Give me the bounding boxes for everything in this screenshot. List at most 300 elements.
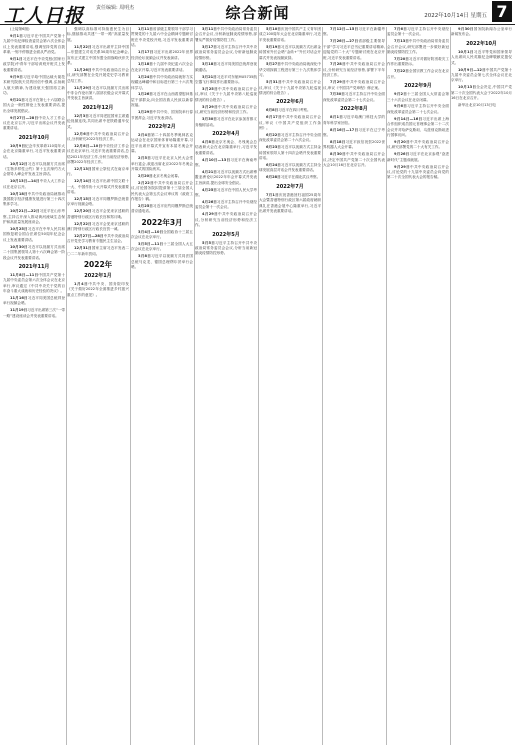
chronicle-entry <box>131 75 193 91</box>
column-1 <box>3 27 65 745</box>
column-6 <box>323 27 385 745</box>
chronicle-entry <box>3 144 65 160</box>
chronicle-entry <box>3 245 65 261</box>
entry-text: 中央经济工作会议在北京举行,习近平发表重要讲话,总结2021年经济工作,分析当前经济形势,部署2022年经济工作。 <box>67 143 129 165</box>
chronicle-entry <box>259 27 321 43</box>
entry-text: 习近平主持召开中共中央政治局常务委员会会议,分析当前新冠肺炎疫情防控形势。 <box>195 240 257 256</box>
entry-text: 习近平给澳门科技大学的青年科学家回信。 <box>323 115 385 125</box>
chronicle-entry <box>3 273 65 295</box>
chronicle-entry <box>67 246 129 257</box>
year-heading: 2022年3月 <box>141 217 183 227</box>
entry-date: 8月1日 <box>330 115 344 120</box>
month-heading: 2021年10月 <box>18 134 50 141</box>
entry-date: 10月9日—12日 <box>458 67 486 72</box>
entry-text: 习近平在北京参观“奋进新时代”主题成就展。 <box>387 152 449 162</box>
entry-date: 4月29日 <box>202 212 219 217</box>
chronicle-entry <box>3 75 65 97</box>
entry-text: 习近平在北京人民大会堂举行宴会,欢迎出席北京2022年冬奥会开幕式的国际贵宾。 <box>131 156 193 171</box>
chronicle-entry <box>259 108 321 113</box>
entry-date: 4月25日 <box>202 187 217 192</box>
entry-text: 中共中央政治局召开会议,分析研究当前经济形势和经济工作。 <box>195 212 257 228</box>
entry-text: 庆祝香港回归祖国25周年大会暨香港特别行政区第六届政府就职典礼在香港会展中心隆重举行,习近平出席并发表重要讲话。 <box>259 192 321 213</box>
entry-date: 9月29日 <box>394 164 411 169</box>
entry-text: 十三届全国人大五次会议在北京举行。 <box>131 242 193 252</box>
entry-text: 中共中央政治局召开会议,讨论党的十九届中央委员会向党的第二十次全国代表大会的报告稿。 <box>387 164 449 180</box>
chronicle-entry <box>67 197 129 208</box>
issue-date: 2022年10月14日 星期五 <box>424 13 487 19</box>
entry-text: 中共中央政治局召开会议,分析研究当前经济形势,部署下半年经济工作。 <box>323 62 385 78</box>
entry-date: 3月30日 <box>202 117 217 122</box>
chronicle-entry <box>259 115 321 131</box>
entry-date: 10月13日—14日 <box>10 179 40 184</box>
chronicle-entry <box>67 209 129 220</box>
entry-date: 7月13日 <box>394 39 409 44</box>
entry-date: 6月22日 <box>266 133 281 137</box>
chronicle-entry <box>323 152 385 168</box>
entry-date: 10月13日 <box>458 85 477 90</box>
entry-text: 全国政协十三届五次会议在北京举行。 <box>131 229 193 240</box>
entry-date: 3月18日 <box>202 62 217 67</box>
entry-text: 中共中央政治局召开会议,审议《中国共产党组织工作条例》。 <box>259 115 321 131</box>
chronicle-entry <box>323 62 385 78</box>
entry-date: 6月28日 <box>266 175 281 180</box>
entry-date: 2月25日 <box>138 203 153 208</box>
entry-text: 习近平出席第三次“一带一路”建设座谈会并发表重要讲话。 <box>3 308 65 318</box>
entry-date: 9月9日 <box>10 74 24 79</box>
chronicle-entry <box>195 188 257 199</box>
entry-text: 中共中央政治局召开会议,审议《关于十九届中央第九轮巡视情况的综合报告》。 <box>259 80 321 95</box>
month-heading: 2022年5月 <box>212 231 240 238</box>
entry-text: 习近平以视频方式主持金砖国家领导人第十四次会晤并发表重要讲话。 <box>259 145 321 161</box>
entry-text: 国家主席习近平发表二〇二二年新年贺词。 <box>67 246 129 256</box>
entry-text: 习近平在山西看望慰问基层干部群众,向全国各族人民致以新春祝福。 <box>131 92 193 108</box>
chronicle-entry <box>387 69 449 80</box>
chronicle-entry <box>323 140 385 151</box>
entry-date: 12月31日 <box>74 246 92 251</box>
entry-date: 11月22日 <box>74 44 92 49</box>
entry-date: 1月17日 <box>138 50 154 55</box>
entry-text: 习近平主持召开中央全面深化改革委员会第二十六次会议。 <box>259 133 321 143</box>
entry-date: 7月29日 <box>330 80 347 85</box>
entry-date: 12月6日 <box>74 131 91 136</box>
chronicle-entry <box>131 50 193 61</box>
entry-date: 7月1日 <box>266 192 279 197</box>
chronicle-entry <box>259 80 321 96</box>
page-number: 7 <box>492 1 512 22</box>
entry-text: 中共中央政治局召开党史学习教育专题民主生活会。 <box>67 233 129 244</box>
entry-date: 1月29日 <box>138 110 153 115</box>
chronicle-entry <box>131 230 193 241</box>
entry-date: 11月26日 <box>74 67 92 72</box>
chronicle-entry <box>67 234 129 245</box>
entry-text: 中共中央政治局召开会议,分析研究2022年经济工作。 <box>67 131 129 141</box>
entry-date: 9月1日 <box>10 57 23 62</box>
entry-date: 5月19日 <box>266 44 281 49</box>
chronicle-entry <box>259 193 321 215</box>
section-title: 综合新闻 <box>225 4 290 22</box>
entry-text: 北京冬奥会闭幕。 <box>152 173 182 178</box>
chronicle-entry <box>3 227 65 243</box>
entry-text: 习近平主持召开中央财经委员会第十一次会议。 <box>195 199 257 210</box>
month-heading: 2021年12月 <box>82 104 114 111</box>
entry-text: 中共中央政治局召开会议,研究部署党的二十大有关工作。 <box>387 139 449 150</box>
entry-date: 7月26日—27日 <box>330 39 359 44</box>
month-heading: 2021年11月 <box>18 263 50 270</box>
entry-text: 国务院新闻办公室举行新闻发布会。 <box>451 27 512 37</box>
entry-text: 中共中央政治局就深化中华文明探源工程进行第三十九次集体学习。 <box>259 62 321 78</box>
month-heading: 2022年8月 <box>340 106 368 113</box>
year-heading: 2022年 <box>83 260 113 270</box>
chronicle-entry <box>387 27 449 38</box>
chronicle-entry <box>323 92 385 103</box>
entry-date: 2月22日 <box>138 180 155 185</box>
entry-date: 4月10日—13日 <box>202 157 231 162</box>
chronicle-entry <box>195 117 257 128</box>
entry-date: 10月9日 <box>10 143 26 148</box>
chronicle-entry <box>323 39 385 61</box>
entry-text: 习近平主持召开中央财经委员会第十一次会议。 <box>387 27 449 37</box>
entry-text: 习近平对东航MU5735航空器飞行事故作出重要指示。 <box>195 74 257 85</box>
entry-date: 12月8日—10日 <box>74 143 103 148</box>
entry-date: 5月27日 <box>266 62 281 67</box>
entry-date: 3月29日 <box>202 104 219 109</box>
chronicle-entry <box>3 98 65 114</box>
entry-text: 中共中央政治局召开会议,审议《关于十九届中央第八轮巡视情况的综合报告》。 <box>195 87 257 102</box>
entry-date: 4月26日 <box>202 199 217 204</box>
entry-text: 习近平同美国总统拜登视频通话。 <box>195 62 257 72</box>
entry-text: 习近平同美国总统拜登举行视频会晤。 <box>3 296 65 306</box>
entry-date: 1月4日 <box>74 282 89 287</box>
chronicle-entry <box>67 27 129 43</box>
entry-text: 中共中央政治局常务委员会召开会议,研究部署进一步做好新冠肺炎疫情防控工作。 <box>387 39 449 55</box>
chronicle-entry <box>131 254 193 270</box>
entry-date: 8月30日 <box>330 152 347 157</box>
chronicle-entry <box>195 45 257 61</box>
chronicle-entry <box>195 62 257 73</box>
entry-date: 2月4日 <box>138 133 152 137</box>
entry-text: 习近平会见来京述职的澳门特别行政区行政长官贺一诚。 <box>67 221 129 231</box>
chronicle-entry <box>451 68 512 84</box>
entry-date: 6月17日 <box>266 115 283 120</box>
chronicle-entry <box>387 57 449 68</box>
chronicle-entry <box>387 39 449 55</box>
entry-text: 中共中央政治局召开会议,决定中国共产党第二十次全国代表大会10月16日在北京召开。 <box>323 152 385 168</box>
entry-date: 5月31日 <box>266 80 283 85</box>
entry-date: 7月20日 <box>394 57 409 62</box>
entry-text: 习近平给中国运载火箭技术研究院航天员的回信中强调,弘扬载人航天精神,为建设航天强国再立新功。 <box>3 74 65 95</box>
chronicle-entry <box>131 156 193 172</box>
entry-date: 12月14日 <box>74 179 92 184</box>
entry-text: 中央人大工作会议在北京召开。 <box>3 179 65 189</box>
entry-text: 习近平在新疆考察。 <box>323 27 385 37</box>
entry-text: 习近平对做好防汛救灾工作作出重要指示。 <box>387 57 449 67</box>
entry-text: 习近平以视频方式出席中非合作论坛第八届部长级会议开幕式并发表主旨演讲。 <box>67 85 129 101</box>
chronicle-entry <box>195 241 257 257</box>
entry-text: 北京冬奥会、冬残奥会总结表彰大会在北京隆重举行,习近平发表重要讲话。 <box>195 139 257 155</box>
entry-text: 习近平主持召开中共中央政治局常务委员会会议,分析新冠肺炎疫情形势。 <box>195 44 257 60</box>
chronicle-entry <box>3 34 65 56</box>
entry-text: (上接第6版) <box>10 27 30 31</box>
chronicle-entry <box>3 209 65 225</box>
chronicle-entry <box>451 50 512 66</box>
entry-text: 全会决定,中国共产党第二十次全国代表大会于2022年10月16日在北京召开。 <box>451 85 512 101</box>
entry-text: 中共中央政治局就推动我国数字经济健康发展进行第三十四次集体学习。 <box>3 191 65 207</box>
entry-date: 3月11日 <box>202 27 217 31</box>
entry-date: 10月21日—22日 <box>10 209 40 214</box>
entry-text: 国家公祭仪式在南京举行。 <box>67 166 129 177</box>
entry-date: 6月8日 <box>266 108 279 113</box>
entry-date: 12月20日 <box>74 209 92 214</box>
chronicle-entry <box>131 174 193 179</box>
month-heading: 2022年6月 <box>276 99 304 106</box>
entry-date: 3月25日 <box>202 87 219 92</box>
entry-text: 省部级主要领导干部“学习习近平总书记重要讲话精神,迎接党的二十大”专题研讨班在北京开班,习近平发表重要讲话。 <box>323 39 385 60</box>
chronicle-entry <box>131 204 193 215</box>
chronicle-entry <box>67 68 129 84</box>
entry-text: 习近平同老挝国家主席通伦视频连线,共同出席中老铁路通车仪式。 <box>67 113 129 129</box>
masthead <box>0 0 515 25</box>
entry-date: 3月21日 <box>202 74 217 79</box>
chronicle-entry <box>323 80 385 91</box>
column-4 <box>195 27 257 745</box>
entry-text: 习近平在山东考察,主持召开深入推动黄河流域生态保护和高质量发展座谈会。 <box>3 209 65 225</box>
chronicle-entry <box>451 85 512 101</box>
chronicle-entry <box>387 165 449 181</box>
month-heading: 2022年1月 <box>84 273 112 280</box>
entry-text: 习近平出席2022年世界经济论坛视频会议并发表演讲。 <box>131 50 193 60</box>
entry-text: 纪念辛亥革命110周年大会在北京隆重举行,习近平发表重要讲话。 <box>3 143 65 159</box>
chronicle-entry <box>3 296 65 307</box>
entry-text: 第二十四届冬季奥林匹克运动会在北京国家体育场隆重开幕,习近平出席开幕式并宣布本届冬奥会开幕。 <box>131 133 193 154</box>
entry-text: 中国共产党第十九届中央委员会第六次全体会议在北京举行,审议通过《中共中央关于党的百年奋斗重大成就和历史经验的决议》。 <box>3 272 65 294</box>
entry-text: 十三届全国人大常委会第三十六次会议在北京闭幕。 <box>387 92 449 102</box>
column-8 <box>451 27 512 745</box>
chronicle-entry <box>131 92 193 108</box>
chronicle-entry <box>131 133 193 155</box>
entry-text: 中央人才工作会议在北京召开,习近平出席会议并发表重要讲话。 <box>3 115 65 131</box>
entry-text: 习近平以视频方式出席金砖国家外长会晤“金砖+”外长对话会开幕式并发表视频致辞。 <box>259 44 321 60</box>
entry-text: 习近平主持召开中央全面深化改革委员会第二十七次会议。 <box>387 104 449 114</box>
publication-info: 责任编辑: 周明杰 <box>96 5 135 11</box>
entry-date: 9月14日—16日 <box>394 116 423 121</box>
entry-text: 中共中央、国务院举行春节团拜会,习近平发表讲话。 <box>131 110 193 120</box>
entry-date: 11月19日 <box>10 308 28 313</box>
entry-text: 中国共产党第十九届中央委员会第七次全体会议在北京举行。 <box>451 67 512 83</box>
chronicle-entry <box>3 27 65 32</box>
entry-date: 9月27日—28日 <box>10 115 39 120</box>
column-5 <box>259 27 321 745</box>
entry-text: 习近平以视频方式同法国总统马克龙、德国总理朔尔茨举行会晤。 <box>131 254 193 270</box>
chronicle-entry <box>387 92 449 103</box>
entry-text: 习近平出席并主持中国—东盟建立对话关系30周年纪念峰会,宣布正式建立中国东盟全面战略伙伴关系。 <box>67 44 129 65</box>
entry-date: 3月5日—11日 <box>138 242 164 246</box>
entry-date: 12月27日—28日 <box>74 233 104 238</box>
chronicle-entry <box>67 45 129 67</box>
entry-date: 1月26日 <box>138 92 153 97</box>
entry-text: 中共中央政治局召开会议,审议《中国共产党章程》修正案。 <box>323 80 385 90</box>
chronicle-entry <box>195 158 257 169</box>
entry-text: 强调以高标准可持续惠民生为目标,继续推动共建“一带一路”高质量发展。 <box>67 27 129 42</box>
entry-date: 7月28日 <box>330 62 347 67</box>
entry-text: 习近平出席上海合作组织成员国元首理事会第二十二次会议并对哈萨克斯坦、乌兹别克斯坦进行国事访问。 <box>387 116 449 137</box>
entry-date: 10月30日 <box>10 244 28 249</box>
entry-text: 习近平以视频方式出席二十国集团领导人第十六次峰会第一阶段会议并发表重要讲话。 <box>3 244 65 260</box>
entry-date: 11月8日—11日 <box>10 272 39 277</box>
entry-text: 中共中央、国务院印发《关于做好2022年全面推进乡村振兴重点工作的意见》。 <box>67 282 129 297</box>
chronicle-entry <box>195 140 257 156</box>
entry-text: 习近平在中国人民大学考察。 <box>195 187 257 198</box>
newspaper-logo: 工人日报 <box>4 5 85 27</box>
chronicle-entry <box>259 62 321 78</box>
entry-date: 4月21日 <box>202 169 217 174</box>
entry-date: 11月29日 <box>74 85 92 90</box>
chronicle-entry <box>387 140 449 151</box>
entry-text: 庆祝中国共产主义青年团成立100周年大会在北京隆重举行,习近平发表重要讲话。 <box>259 27 321 42</box>
chronicle-entry <box>131 62 193 73</box>
entry-date: 12月13日 <box>74 166 92 171</box>
entry-date: 8月16日—17日 <box>330 127 359 132</box>
chronicle-entry <box>451 27 512 38</box>
entry-date: 3月17日 <box>202 44 217 49</box>
entry-date: 10月18日 <box>10 191 28 196</box>
entry-date: 10月12日 <box>10 161 28 166</box>
chronicle-entry <box>387 104 449 115</box>
entry-text: 习近平同俄罗斯总统普京举行视频会晤。 <box>67 196 129 207</box>
chronicle-entry <box>67 282 129 298</box>
chronicle-entry <box>195 105 257 116</box>
entry-date: 5月10日 <box>266 27 281 31</box>
entry-text: 中共中央政治局就努力实现碳达峰碳中和目标进行第三十六次集体学习。 <box>131 74 193 90</box>
chronicle-entry <box>67 114 129 130</box>
entry-text: 中共中央政治局召开会议,研究部署在全党开展党史学习教育总结工作。 <box>67 67 129 83</box>
month-heading: 2022年10月 <box>466 40 497 47</box>
chronicle-entry <box>323 115 385 126</box>
chronicle-entry <box>195 27 257 43</box>
chronicle-entry <box>195 75 257 86</box>
entry-text: 习近平等党和国家领导人出席向人民英雄纪念碑敬献花篮仪式。 <box>451 49 512 65</box>
chronicle-entry <box>67 179 129 195</box>
entry-date: 10月25日 <box>10 227 28 231</box>
chronicle-entry <box>323 27 385 38</box>
entry-date: 2月20日 <box>138 173 153 178</box>
chronicle-entry <box>131 27 193 49</box>
entry-date: 1月18日 <box>138 62 153 67</box>
entry-text: 习近平在第七十六届联合国大会一般性辩论上发表重要讲话,提出全球发展倡议。 <box>3 97 65 113</box>
chronicle-entry <box>67 132 129 143</box>
entry-text: 习近平在中国共产党第十九届中央纪律检查委员会第六次全体会议上发表重要讲话,强调坚持党的自我革命,一刻不停推进全面从严治党。 <box>3 33 65 55</box>
chronicle-entry <box>131 242 193 253</box>
entry-date: 8月18日 <box>330 139 346 144</box>
entry-date: 1月11日 <box>138 27 153 31</box>
chronicle-entry <box>3 116 65 132</box>
entry-date: 12月3日 <box>74 113 89 118</box>
chronicle-entry <box>259 163 321 174</box>
chronicle-entry <box>259 175 321 180</box>
entry-date: 7月6日 <box>394 27 408 31</box>
entry-text: 习近平在北京参加首都义务植树活动。 <box>195 117 257 127</box>
entry-date: 9月30日 <box>458 27 474 31</box>
entry-date: 9月21日 <box>10 97 25 102</box>
chronicle-entry <box>387 117 449 139</box>
entry-text: 中共中央政治局常务委员会召开会议,分析新冠肺炎疫情形势,部署从严抓好疫情防控工作。 <box>195 27 257 42</box>
entry-date: 9月2日 <box>394 92 408 97</box>
entry-text: 习近平在辽宁考察。 <box>323 127 385 137</box>
entry-date: 10月1日 <box>458 49 474 54</box>
chronicle-entry <box>131 181 193 203</box>
column-7 <box>387 27 449 745</box>
entry-date: 9月1日 <box>10 33 24 38</box>
column-2 <box>67 27 129 745</box>
entry-date: 7月12日—15日 <box>330 27 359 31</box>
entry-text: 习近平在四川考察。 <box>278 108 311 113</box>
month-heading: 2022年4月 <box>212 130 240 137</box>
chronicle-entry <box>3 162 65 178</box>
entry-text: 习近平以视频方式出席《生物多样性公约》第十五次缔约方大会领导人峰会并发表主旨讲话。 <box>3 161 65 177</box>
entry-date: 3月4日—10日 <box>138 229 164 234</box>
chronicle-entry <box>195 200 257 211</box>
entry-text: 习近平以视频方式出席博鳌亚洲论坛2022年年会开幕式并发表主旨演讲,提出全球安全倡议。 <box>195 169 257 185</box>
entry-text: 十九届中央纪委六次全会在北京开幕,习近平发表重要讲话。 <box>131 62 193 72</box>
chronicle-entry <box>195 87 257 103</box>
chronicle-entry <box>3 308 65 319</box>
entry-date: 2月5日 <box>138 156 152 161</box>
entry-text: 全国宗教工作会议在北京召开。 <box>387 69 449 79</box>
column-3 <box>131 27 193 745</box>
entry-text: 省部级主要领导干部学习贯彻党的十九届六中全会精神专题研讨班在中央党校开班,习近平发表重要讲话。 <box>131 27 193 48</box>
entry-date: 1月24日 <box>138 74 153 79</box>
chronicle-entry <box>67 144 129 166</box>
entry-text: 习近平应约同俄罗斯总统普京通电话。 <box>131 203 193 214</box>
chronicle-entry <box>259 145 321 161</box>
entry-text: 习近平以视频方式主持全球发展高层对话会并发表重要讲话。 <box>259 163 321 173</box>
chronicle-entry <box>3 57 65 73</box>
entry-text: 习近平出席中国文联十一大、中国作协十大开幕式并发表重要讲话。 <box>67 179 129 195</box>
entry-text: 中共中央政治局召开会议,研究当前经济形势和经济工作。 <box>195 104 257 115</box>
entry-text: 习近平致信祝贺2022世界机器人大会开幕。 <box>323 139 385 150</box>
chronicle-entry <box>259 133 321 144</box>
chronicle-entry <box>195 212 257 228</box>
chronicle-entry <box>195 170 257 186</box>
entry-text: 习近平在湖北武汉考察。 <box>280 175 321 180</box>
entry-date: 5月5日 <box>202 240 216 245</box>
chronicle-entry <box>451 103 512 108</box>
entry-text: 中共中央政治局召开会议,讨论国务院拟提请第十三届全国人民代表大会第五次会议审议的《政府工作报告》稿。 <box>131 180 193 201</box>
entry-date: 9月20日 <box>394 139 411 144</box>
chronicle-entry <box>3 179 65 190</box>
entry-date: 9月26日 <box>394 152 410 157</box>
entry-text: 习近平在海南考察。 <box>195 157 257 168</box>
entry-date: 6月24日 <box>266 163 281 168</box>
month-heading: 2022年7月 <box>276 183 304 190</box>
entry-date: 3月8日 <box>138 254 152 259</box>
entry-date: 12月15日 <box>74 196 92 201</box>
entry-date: 7月30日 <box>330 92 345 97</box>
month-heading: 2022年2月 <box>148 124 176 130</box>
entry-text: 新华社北京10月13日电 <box>458 102 496 107</box>
entry-date: 6月23日 <box>266 145 281 150</box>
chronicle-entry <box>387 152 449 163</box>
article-columns <box>3 27 512 745</box>
entry-text: 习近平会见来京述职的香港特别行政区行政长官林郑月娥。 <box>67 209 129 219</box>
month-heading: 2022年9月 <box>404 83 432 90</box>
chronicle-entry <box>3 192 65 208</box>
entry-text: 习近平在中央党校(国家行政学院)中青年干部培训班开班式上发表重要讲话。 <box>3 57 65 72</box>
entry-date: 7月22日 <box>394 69 409 74</box>
entry-date: 12月22日 <box>74 221 92 226</box>
entry-date: 11月16日 <box>10 296 28 301</box>
entry-text: 习近平在中华人民共和国恢复联合国合法席位50周年纪念会议上发表重要讲话。 <box>3 227 65 242</box>
chronicle-entry <box>131 110 193 121</box>
